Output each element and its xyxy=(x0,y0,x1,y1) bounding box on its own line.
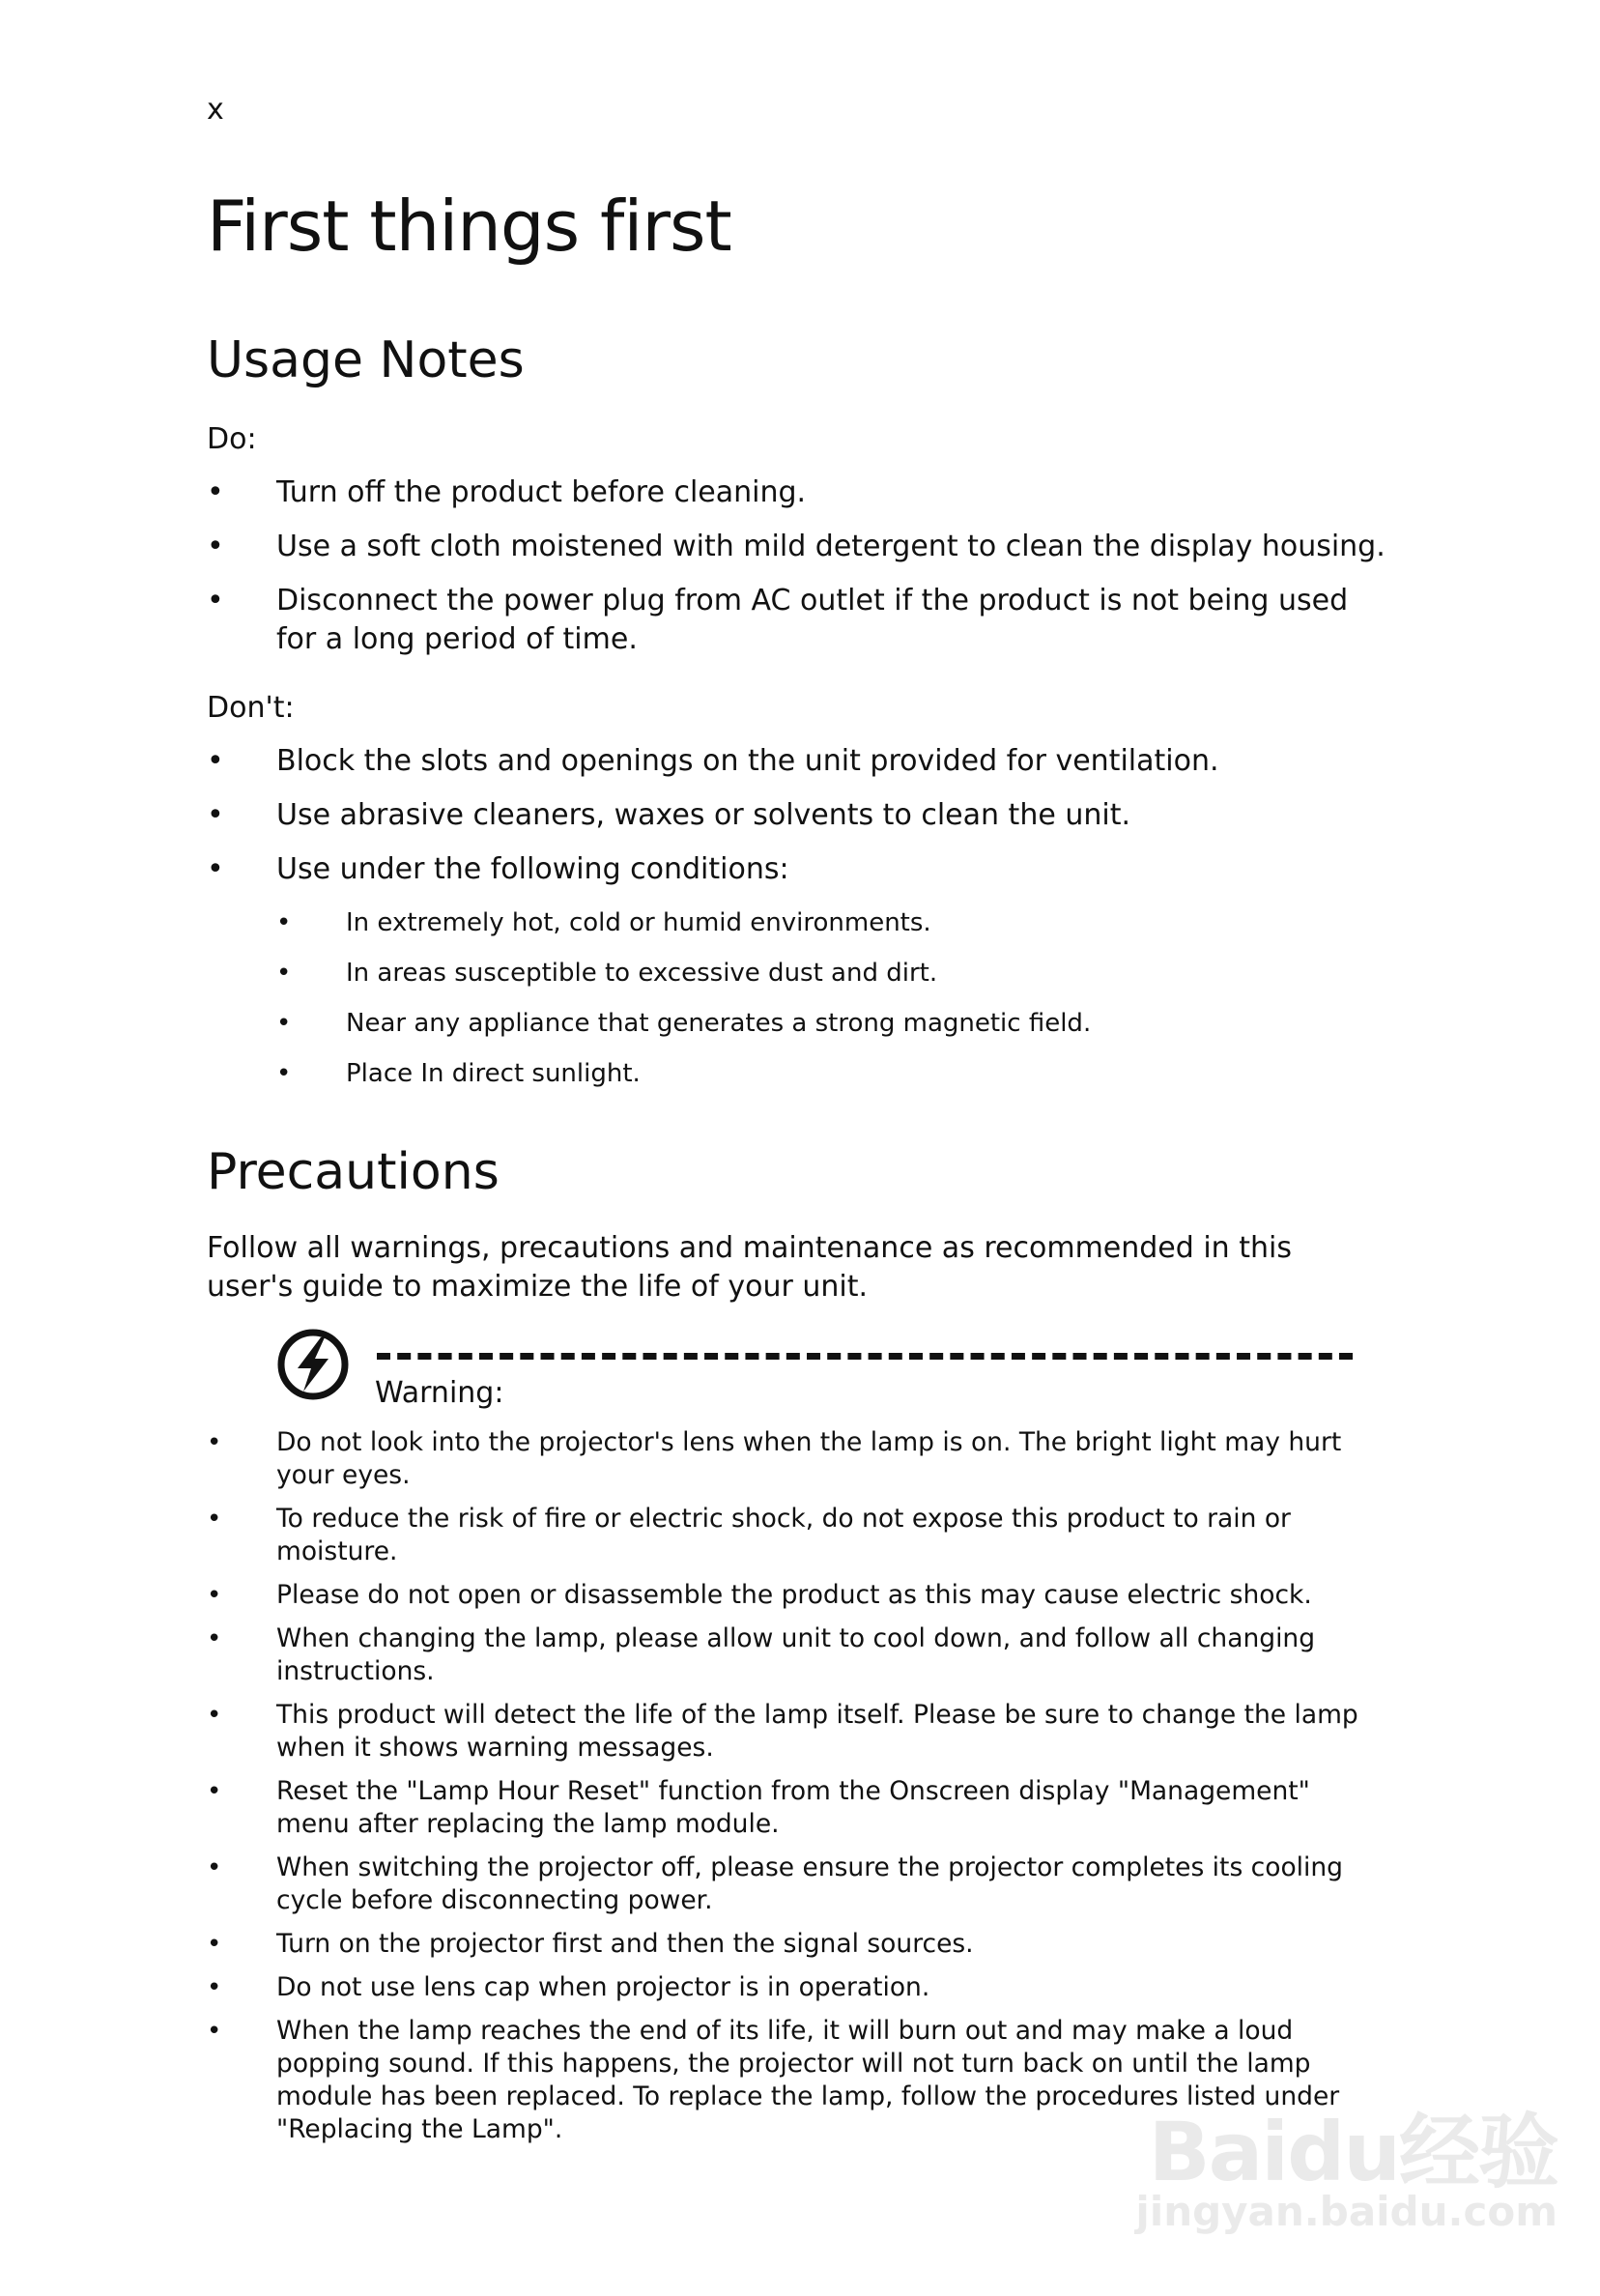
precautions-heading: Precautions xyxy=(207,1143,500,1201)
list-item: • Reset the "Lamp Hour Reset" function from the Onscreen display "Management" menu after replacing the lamp module. xyxy=(207,1775,1368,1841)
dont-label: Don't: xyxy=(207,691,295,725)
list-item: • Use abrasive cleaners, waxes or solvents to clean the unit. xyxy=(207,796,1387,835)
dont-list xyxy=(207,742,1366,889)
list-item: • Use under the following conditions: xyxy=(207,850,1387,889)
list-item: • Place In direct sunlight. xyxy=(276,1057,1366,1090)
list-item: • Block the slots and openings on the unit provided for ventilation. xyxy=(207,742,1387,781)
warning-label: Warning: xyxy=(375,1376,504,1410)
list-item: • Near any appliance that generates a strong magnetic field. xyxy=(276,1007,1366,1040)
list-item: • Turn on the projector first and then the signal sources. xyxy=(207,1928,1368,1961)
page-number: x xyxy=(207,93,224,127)
precautions-intro: Follow all warnings, precautions and maintenance as recommended in this user's guide to maximize the life of your unit. xyxy=(207,1231,1292,1304)
list-item: • To reduce the risk of fire or electric shock, do not expose this product to rain or moisture. xyxy=(207,1503,1368,1568)
list-item: • In extremely hot, cold or humid environments. xyxy=(276,906,1366,939)
list-item: • Do not use lens cap when projector is in operation. xyxy=(207,1971,1368,2004)
list-item: • Turn off the product before cleaning. xyxy=(207,474,1387,512)
baidu-watermark xyxy=(1135,2087,1557,2242)
dashed-divider xyxy=(377,1353,1353,1360)
list-item: • When switching the projector off, please ensure the projector completes its cooling cycle before disconnecting power. xyxy=(207,1851,1368,1917)
list-item: • Disconnect the power plug from AC outlet if the product is not being used for a long period of time. xyxy=(207,582,1387,659)
lightning-bolt-icon xyxy=(276,1328,350,1401)
list-item: • When the lamp reaches the end of its life, it will burn out and may make a loud popping sound. If this happens, the projector will not turn back on until the lamp module has been replaced. To replace the lamp, follow the procedures listed under "Replacing the Lamp". xyxy=(207,2015,1368,2146)
list-item: • Do not look into the projector's lens when the lamp is on. The bright light may hurt your eyes. xyxy=(207,1426,1368,1492)
list-item: • In areas susceptible to excessive dust and dirt. xyxy=(276,957,1366,990)
document-page xyxy=(207,93,1386,2146)
watermark-url: jingyan.baidu.com xyxy=(1135,2188,1557,2235)
list-item: • This product will detect the life of the lamp itself. Please be sure to change the lamp when it shows warning messages. xyxy=(207,1699,1368,1765)
watermark-logo-text: Baidu经验 xyxy=(1148,2105,1557,2199)
conditions-list xyxy=(276,906,1366,1090)
usage-notes-heading: Usage Notes xyxy=(207,331,525,389)
list-item: • Use a soft cloth moistened with mild detergent to clean the display housing. xyxy=(207,528,1387,566)
list-item: • Please do not open or disassemble the product as this may cause electric shock. xyxy=(207,1579,1368,1612)
list-item: • When changing the lamp, please allow unit to cool down, and follow all changing instructions. xyxy=(207,1622,1368,1688)
warnings-list xyxy=(207,1426,1366,2146)
warning-header xyxy=(207,1318,1366,1426)
do-list xyxy=(207,474,1386,659)
do-label: Do: xyxy=(207,422,257,456)
page-title: First things first xyxy=(207,186,731,267)
